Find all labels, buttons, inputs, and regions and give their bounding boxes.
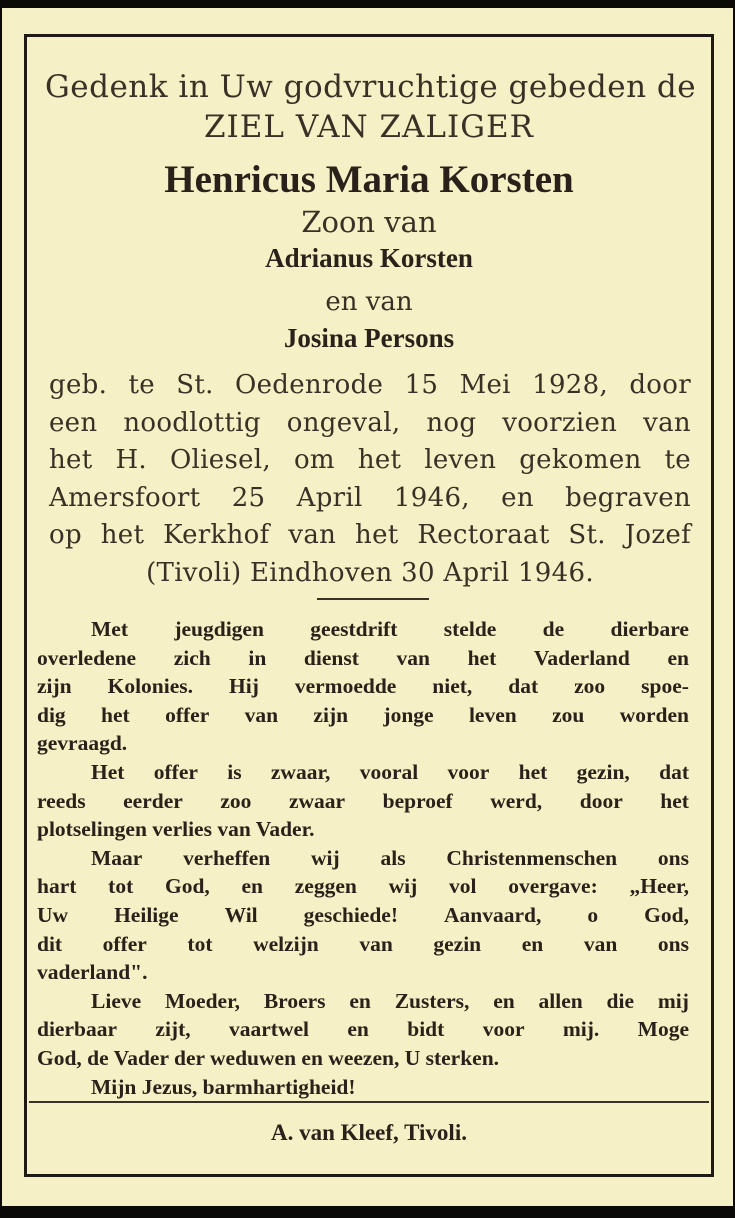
memorial-paragraph — [37, 844, 689, 987]
paragraph-line: dierbaar zijt, vaartwel en bidt voor mij. Moge — [37, 1017, 689, 1042]
memorial-text — [37, 615, 689, 1101]
paragraph-line: vaderland". — [37, 960, 148, 985]
biography-line: geb. te St. Oedenrode 15 Mei 1928, door — [49, 370, 691, 400]
paragraph-line: overledene zich in dienst van het Vaderland en — [37, 645, 689, 670]
memorial-paragraph — [37, 987, 689, 1073]
card-border — [24, 34, 714, 1177]
deceased-name: Henricus Maria Korsten — [164, 158, 574, 201]
memorial-paragraph — [37, 1073, 689, 1102]
biography-line: op het Kerkhof van het Rectoraat St. Jozef — [49, 520, 691, 550]
paragraph-line: Het offer is zwaar, vooral voor het gezin, dat — [91, 759, 689, 784]
paragraph-line: reeds eerder zoo zwaar beproef werd, door het — [37, 788, 689, 813]
paragraph-line: Met jeugdigen geestdrift stelde de dierbare — [91, 617, 689, 641]
paragraph-line: God, de Vader der weduwen en weezen, U sterken. — [37, 1045, 500, 1070]
paragraph-line: Maar verheffen wij als Christenmenschen ons — [91, 845, 689, 870]
memorial-paragraph — [37, 615, 689, 758]
biography-line: het H. Oliesel, om het leven gekomen te — [49, 445, 691, 475]
paragraph-line: dig het offer van zijn jonge leven zou worden — [37, 702, 689, 727]
printer-credit: A. van Kleef, Tivoli. — [271, 1120, 467, 1145]
heading-line-2: ZIEL VAN ZALIGER — [204, 109, 534, 145]
footer-rule — [29, 1101, 709, 1103]
memorial-paragraph — [37, 758, 689, 844]
paragraph-line: plotselingen verlies van Vader. — [37, 817, 315, 842]
memorial-card — [2, 8, 733, 1206]
paragraph-line: Mijn Jezus, barmhartigheid! — [91, 1074, 356, 1099]
paragraph-line: hart tot God, en zeggen wij vol overgave: „Heer, — [37, 874, 689, 899]
biography-line: een noodlottig ongeval, nog voorzien van — [49, 407, 691, 438]
father-name: Adrianus Korsten — [265, 243, 473, 273]
paragraph-line: gevraagd. — [37, 731, 128, 756]
biography-line: Amersfoort 25 April 1946, en begraven — [49, 482, 691, 513]
paragraph-line: Uw Heilige Wil geschiede! Aanvaard, o God, — [37, 902, 689, 927]
son-of-label: Zoon van — [301, 205, 437, 239]
and-of-label: en van — [325, 287, 413, 317]
paragraph-line: zijn Kolonies. Hij vermoedde niet, dat zoo spoe- — [37, 674, 689, 699]
biography — [49, 367, 691, 592]
paragraph-line: Lieve Moeder, Broers en Zusters, en allen die mij — [91, 988, 689, 1013]
mother-name: Josina Persons — [283, 323, 455, 353]
divider — [317, 598, 429, 600]
paragraph-line: dit offer tot welzijn van gezin en van ons — [37, 931, 689, 956]
heading-line-1: Gedenk in Uw godvruchtige gebeden de — [45, 69, 697, 105]
biography-line: (Tivoli) Eindhoven 30 April 1946. — [146, 557, 594, 588]
